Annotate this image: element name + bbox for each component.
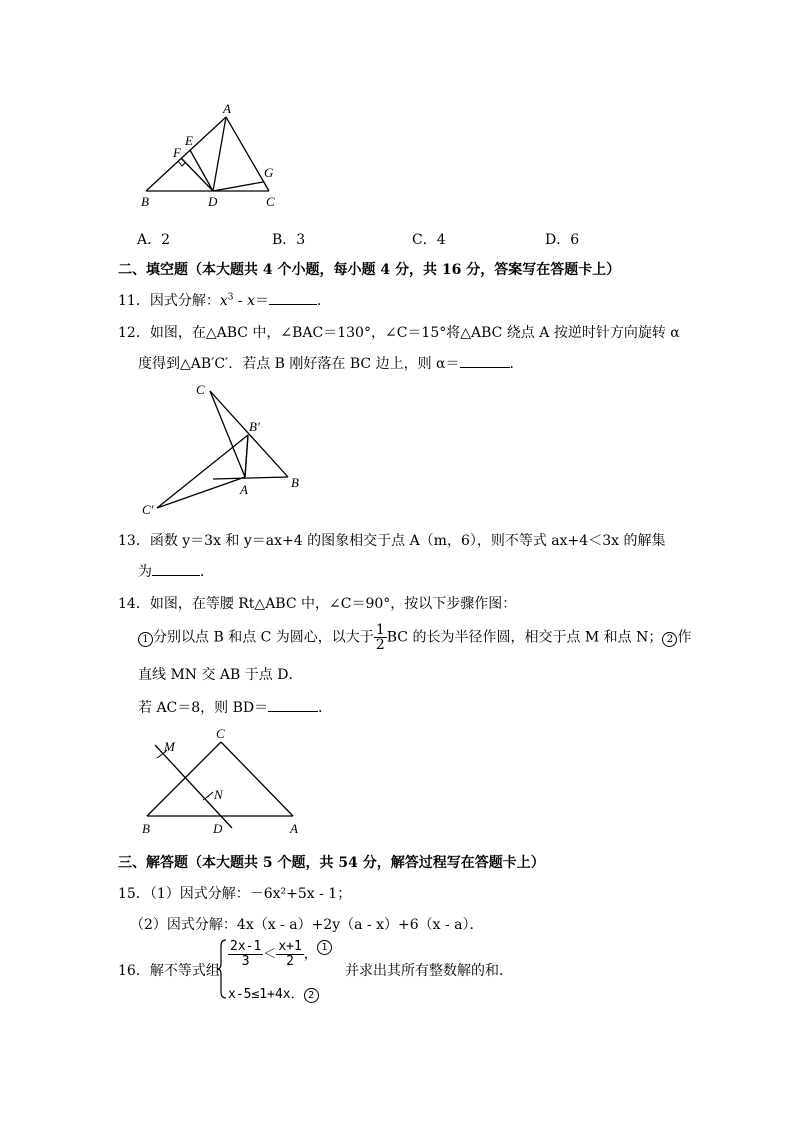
- label-d: D: [213, 821, 223, 836]
- label-a: A: [290, 821, 298, 836]
- option-a: A．2: [137, 232, 171, 248]
- label-b: B: [291, 475, 299, 490]
- inequality-1: $\frac{2x-1}{3}$ ＜ $\frac{x+1}{2}$ ， 1: [228, 940, 332, 969]
- question-16-label: 16．解不等式组: [118, 963, 220, 979]
- section-3-title: 三、解答题（本大题共 5 个题，共 54 分，解答过程写在答题卡上）: [118, 855, 545, 871]
- option-c: C．4: [412, 232, 446, 248]
- question-14-line-1: 14．如图，在等腰 Rt△ABC 中，∠C＝90°，按以下步骤作图：: [118, 596, 517, 612]
- label-c: C: [216, 726, 225, 741]
- label-a: A: [223, 101, 231, 116]
- label-n: N: [214, 787, 223, 802]
- question-14-line-2: 1 分别以点 B 和点 C 为圆心，以大于 $\frac{1}{2}$ BC 的长为半径作圆，相交于点 M 和点 N； 2 作: [138, 623, 691, 652]
- figure-isosceles-right-triangle: [135, 725, 310, 840]
- question-13-line-2: 为 ．: [138, 564, 214, 580]
- section-2-title: 二、填空题（本大题共 4 个小题，每小题 4 分，共 16 分，答案写在答题卡上）: [118, 262, 621, 278]
- label-b: B: [141, 194, 149, 209]
- option-b: B．3: [272, 232, 306, 248]
- label-b: B: [142, 821, 150, 836]
- question-12-line-2: 度得到△AB′C′．若点 B 刚好落在 BC 边上，则 α＝ ．: [138, 356, 524, 372]
- option-d: D．6: [545, 232, 580, 248]
- inequality-2: x-5≤1+4x． 2: [228, 983, 319, 1003]
- question-12-line-1: 12．如图，在△ABC 中，∠BAC＝130°，∠C＝15°将△ABC 绕点 A 按逆时针方向旋转 α: [118, 325, 680, 341]
- figure-triangle-abc-1: [135, 100, 285, 210]
- label-a: A: [240, 482, 248, 497]
- question-15-part-1: 15．（1）因式分解：－6x²+5x - 1；: [118, 886, 352, 902]
- label-c: C: [266, 194, 275, 209]
- question-11: 11．因式分解：$x^3 - x=$ ．: [118, 292, 332, 309]
- label-c-prime: C′: [142, 502, 154, 517]
- label-g: G: [264, 165, 274, 180]
- figure-rotation: [135, 378, 315, 518]
- question-16-tail: 并求出其所有整数解的和．: [345, 963, 513, 979]
- question-14-line-3: 直线 MN 交 AB 于点 D．: [138, 667, 303, 683]
- label-c: C: [196, 382, 205, 397]
- label-d: D: [208, 194, 218, 209]
- label-m: M: [164, 739, 175, 754]
- label-b-prime: B′: [249, 419, 260, 434]
- question-13-line-1: 13．函数 y＝3x 和 y＝ax+4 的图象相交于点 A（m，6），则不等式 ax+4＜3x 的解集: [118, 533, 666, 549]
- label-e: E: [185, 133, 193, 148]
- label-f: F: [173, 145, 181, 160]
- question-14-line-4: 若 AC＝8，则 BD＝ ．: [138, 700, 333, 716]
- question-15-part-2: （2）因式分解：4x（x - a）+2y（a - x）+6（x - a）．: [130, 917, 484, 933]
- brace: [216, 938, 228, 1000]
